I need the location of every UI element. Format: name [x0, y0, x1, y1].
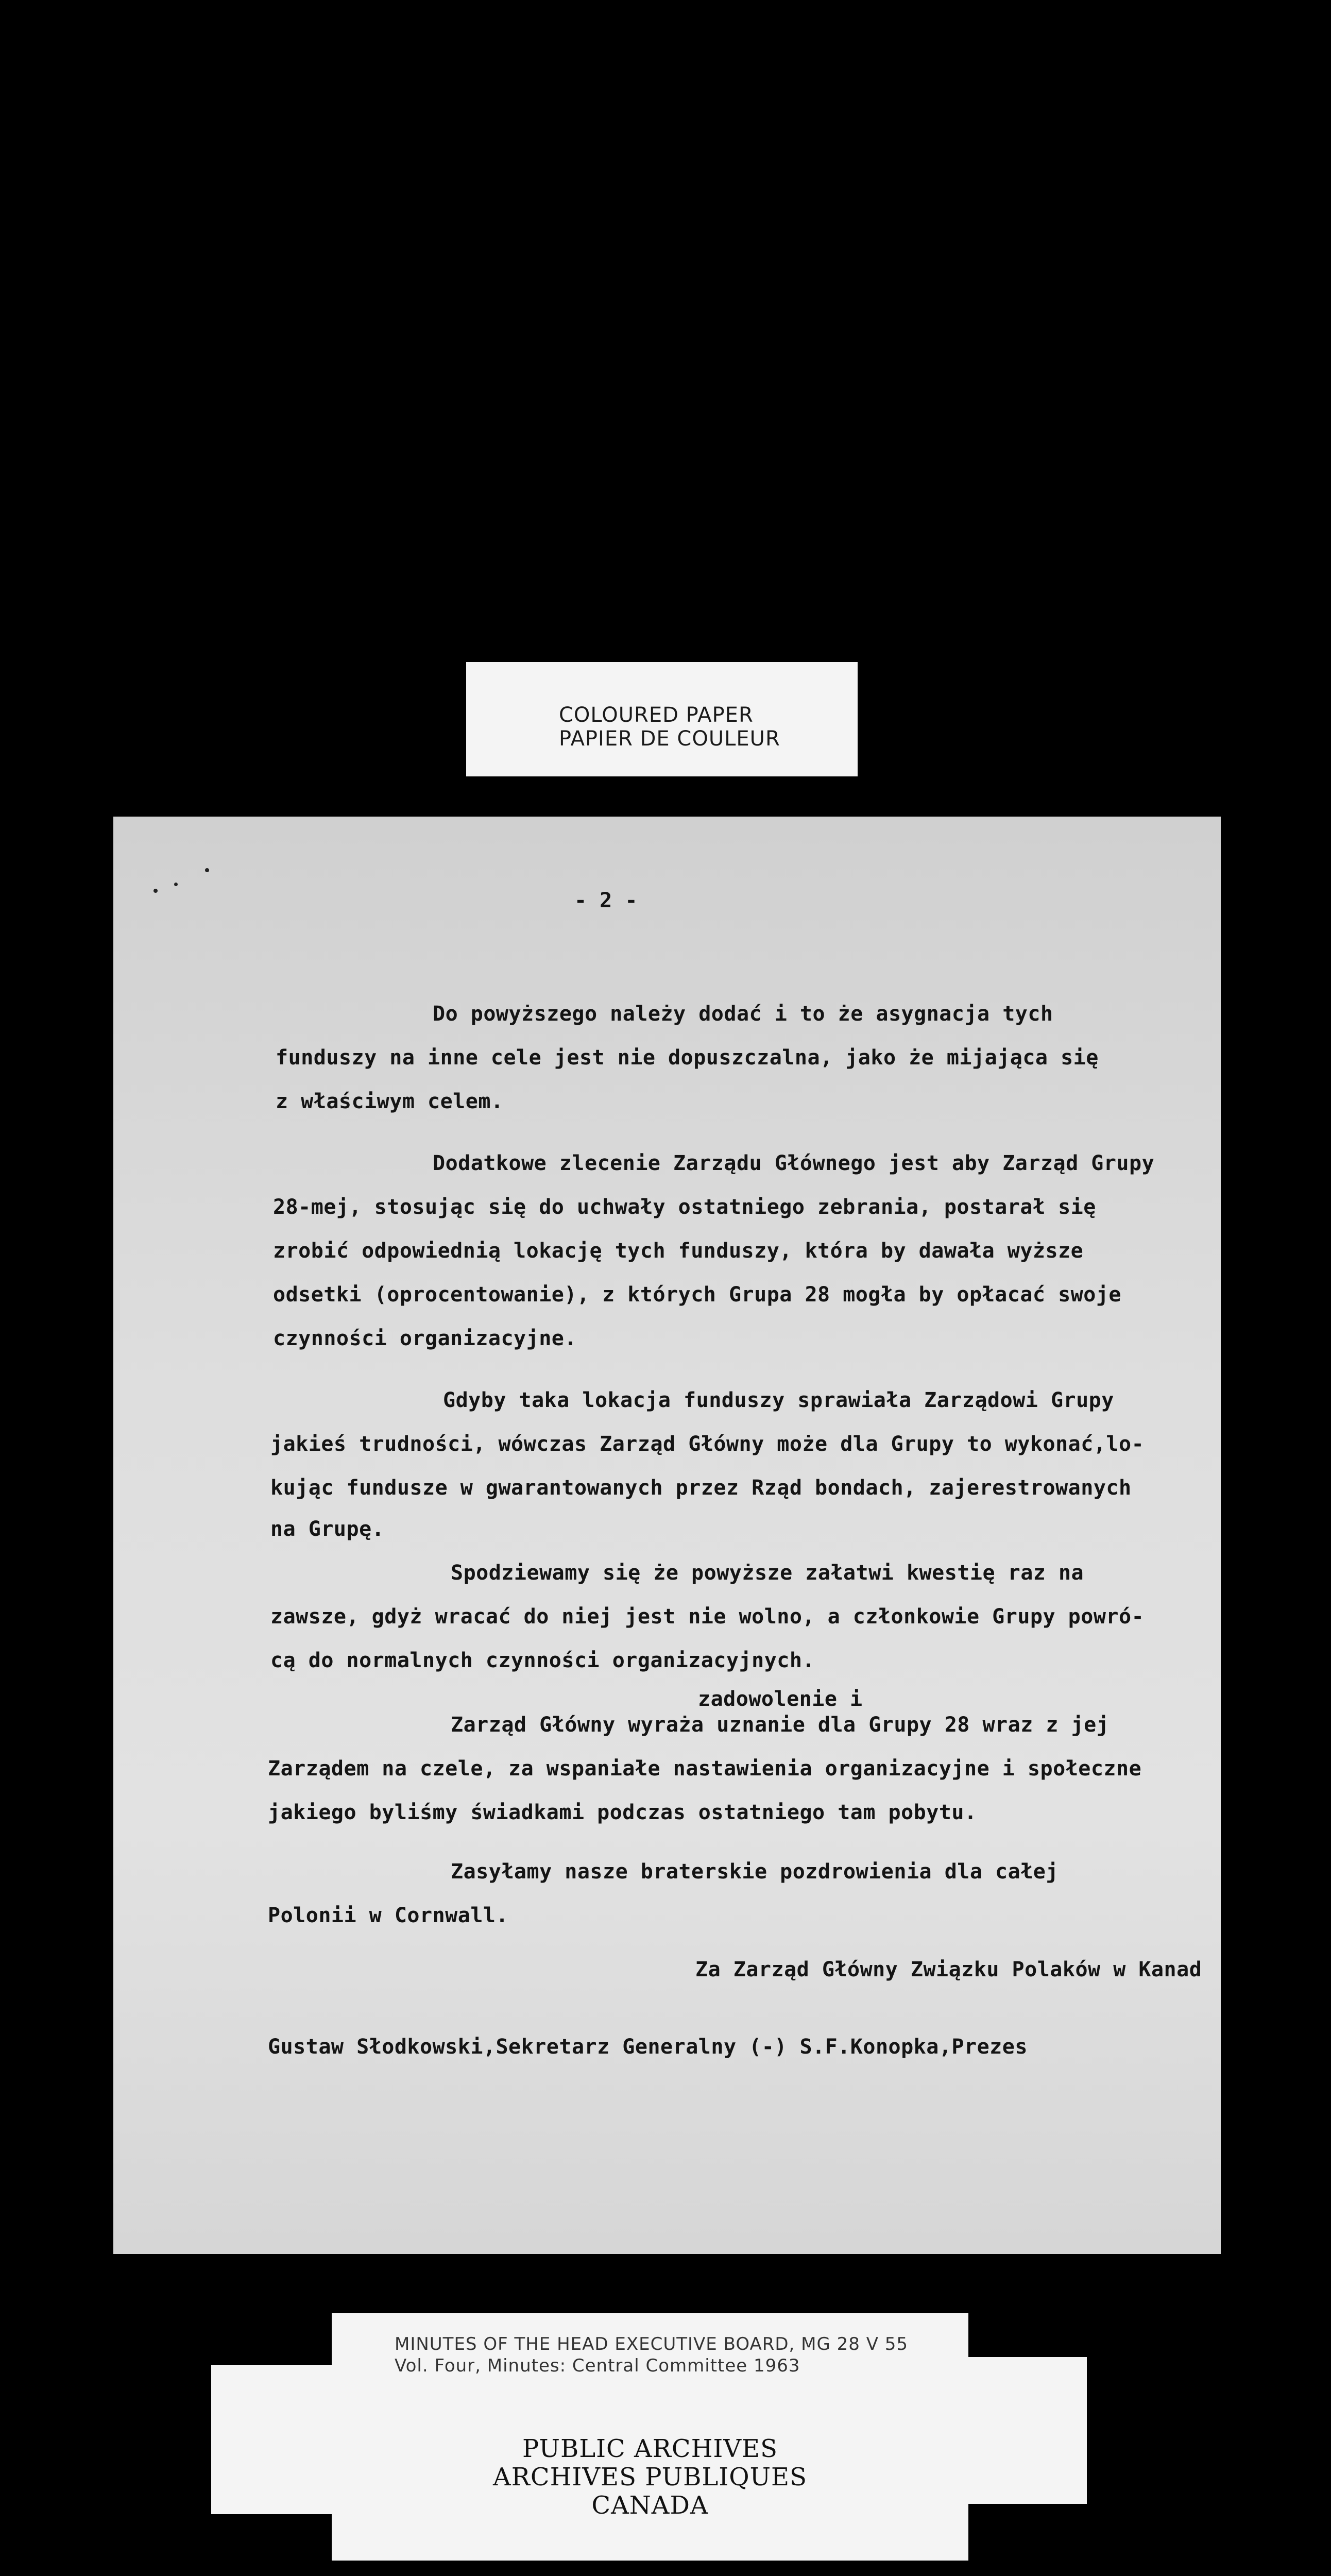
label-line-french: PAPIER DE COULEUR — [559, 727, 780, 751]
signature-line: Gustaw Słodkowski,Sekretarz Generalny (-) S.F.Konopka,Prezes — [268, 2035, 1028, 2059]
document-line: jakiego byliśmy świadkami podczas ostatniego tam pobytu. — [268, 1801, 977, 1824]
document-line: zrobić odpowiednią lokację tych funduszy, która by dawała wyższe — [273, 1239, 1084, 1263]
speck-mark — [174, 883, 178, 886]
label-line-english: COLOURED PAPER — [559, 703, 754, 727]
document-line: jakieś trudności, wówczas Zarząd Główny może dla Grupy to wykonać,lo- — [270, 1432, 1145, 1456]
document-line: zawsze, gdyż wracać do niej jest nie wolno, a członkowie Grupy powró- — [270, 1605, 1145, 1629]
document-line: kując fundusze w gwarantowanych przez Rząd bondach, zajerestrowanych — [270, 1476, 1132, 1500]
document-line: Do powyższego należy dodać i to że asygnacja tych — [433, 1002, 1053, 1026]
document-line: funduszy na inne cele jest nie dopuszczalna, jako że mijająca się — [276, 1046, 1099, 1070]
archive-country: CANADA — [591, 2491, 709, 2520]
archive-name-french: ARCHIVES PUBLIQUES — [493, 2463, 807, 2492]
document-line: Dodatkowe zlecenie Zarządu Głównego jest aby Zarząd Grupy — [433, 1151, 1155, 1175]
closing-line: Za Zarząd Główny Związku Polaków w Kanad — [695, 1958, 1202, 1981]
archive-name-english: PUBLIC ARCHIVES — [522, 2434, 778, 2463]
document-line: czynności organizacyjne. — [273, 1327, 577, 1350]
document-line: Zarządem na czele, za wspaniałe nastawienia organizacyjne i społeczne — [268, 1757, 1142, 1781]
document-line: 28-mej, stosując się do uchwały ostatniego zebrania, postarał się — [273, 1195, 1096, 1219]
document-line: Zarząd Główny wyraża uznanie dla Grupy 28 wraz z jej — [451, 1713, 1110, 1737]
archive-reference-line-2: Vol. Four, Minutes: Central Committee 1963 — [395, 2355, 800, 2376]
document-line: zadowolenie i — [698, 1687, 863, 1711]
document-line: odsetki (oprocentowanie), z których Grupa 28 mogła by opłacać swoje — [273, 1283, 1121, 1307]
document-line: cą do normalnych czynności organizacyjnych. — [270, 1649, 815, 1672]
document-line: z właściwym celem. — [276, 1090, 504, 1113]
speck-mark — [153, 889, 158, 893]
document-line: Gdyby taka lokacja funduszy sprawiała Zarządowi Grupy — [443, 1388, 1114, 1412]
document-sheet — [113, 817, 1221, 2254]
archive-card-right-tab — [955, 2357, 1087, 2504]
document-line: na Grupę. — [270, 1517, 385, 1541]
page-number: - 2 - — [574, 889, 638, 912]
document-line: Zasyłamy nasze braterskie pozdrowienia dla całej — [451, 1860, 1059, 1884]
archive-card — [332, 2313, 968, 2561]
archive-reference-line-1: MINUTES OF THE HEAD EXECUTIVE BOARD, MG 28 V 55 — [395, 2334, 909, 2354]
document-line: Spodziewamy się że powyższe załatwi kwestię raz na — [451, 1561, 1084, 1585]
speck-mark — [205, 868, 209, 872]
archive-card-left-tab — [211, 2365, 345, 2514]
coloured-paper-label — [466, 662, 858, 776]
document-line: Polonii w Cornwall. — [268, 1904, 509, 1927]
